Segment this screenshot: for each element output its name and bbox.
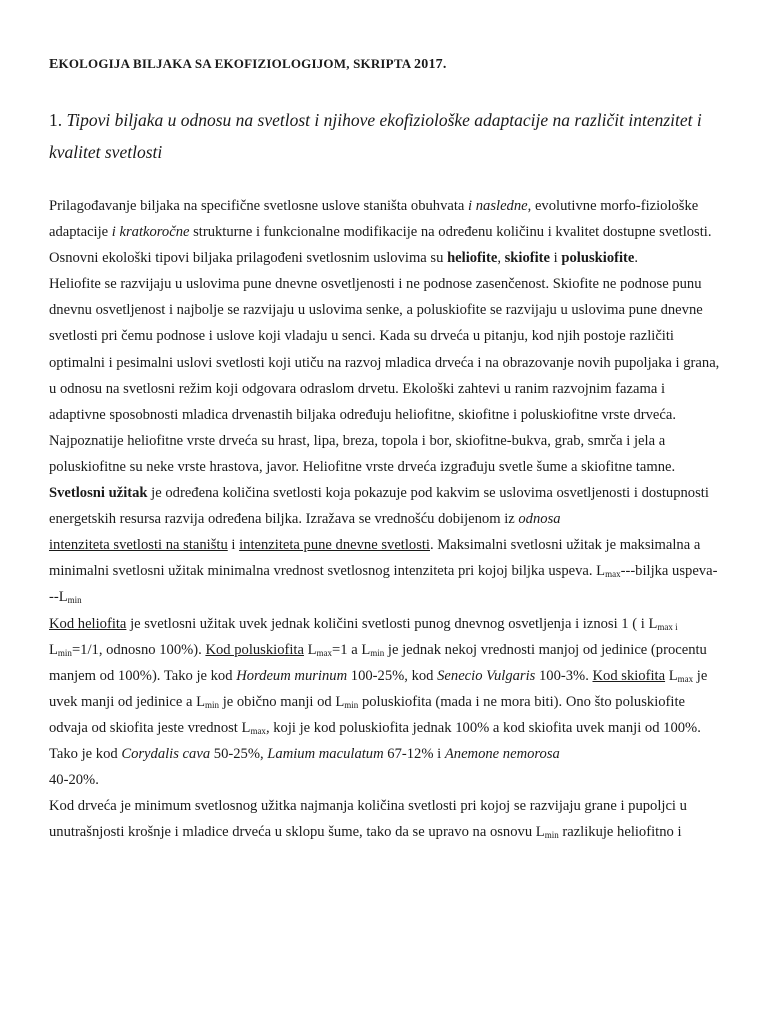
document-header (49, 56, 447, 73)
header-initial: E (49, 57, 59, 72)
section-title: Tipovi biljaka u odnosu na svetlost i njihove ekofiziološke adaptacije na različit intenzitet i kvalitet svetlosti (49, 110, 702, 162)
term-poluskiofite: poluskiofite (561, 250, 635, 267)
header-text: KOLOGIJA BILJAKA SA EKOFIZIOLOGIJOM, SKRIPTA (58, 56, 415, 71)
section-number: 1. (49, 110, 67, 130)
header-year: 2017. (414, 57, 447, 72)
paragraph-kod-dreca: Kod drveća je minimum svetlosnog užitka najmanja količina svetlosti pri kojoj se razvijaju grane i pupoljci u unutrašnjosti krošnje i mladice drveća u sklopu šume, tako da se upravo na osnovu $L_{min}$ razlikuje heliofitno i (49, 798, 687, 841)
paragraph-intro: Prilagođavanje biljaka na specifične svetlosne uslove staništa obuhvata i nasledne, evolutivne morfo-fiziološke adaptacije i kratkoročne strukturne i funkcionalne modifikacije na određenu količinu i kvalitet dostupne svetlosti. Osnovni ekološki tipovi biljaka prilagođeni svetlosnim uslovima su heliofite, skiofite i poluskiofite. (49, 198, 712, 267)
paragraph-kod-heliofita: Kod heliofita je svetlosni užitak uvek jednak količini svetlosti punog dnevnog osvetljenja i iznosi 1 ( i $L_{max i}$ $L_{min}=1/1$, odnosno 100%). Kod poluskiofita $L_{max}=1$ a $L_{min}$ je jednak nekoj vrednosti manjoj od jedinice (procentu manjem od 100%). Tako je kod Hordeum murinum 100-25%, kod Senecio Vulgaris 100-3%. Kod skiofita $L_{max}$ je uvek manji od jedinice a $L_{min}$ je obično manji od $L_{min}$ poluskiofita (mada i ne mora biti). Ono što poluskiofite odvaja od skiofita jeste vrednost $L_{max}$, koji je kod poluskiofita jednak 100% a kod skiofita uvek manji od 100%. Tako je kod Corydalis cava 50-25%, Lamium maculatum 67-12% i Anemone nemorosa 40-20%. (49, 615, 708, 789)
term-svetlosni-uzitak: Svetlosni užitak (49, 485, 148, 502)
term-heliofite: heliofite (447, 250, 498, 267)
section-heading (49, 104, 729, 168)
paragraph-heliofite: Heliofite se razvijaju u uslovima pune dnevne osvetljenosti i ne podnose zasenčenost. Skiofite ne podnose punu dnevnu osvetljenost i najbolje se razvijaju u uslovima senke, a poluskiofite se razvijaju u uslovima pune dnevne svetlosti pri čemu podnose i uslove koji vladaju u senci. Kada su drveća u pitanju, kod njih postoje različiti optimalni i pesimalni uslovi svetlosti koji utiču na razvoj mladica drveća i na obrazovanje novih pupoljaka i grana, u odnosu na svetlosni režim koji odgovara odraslom drvetu. Ekološki zahtevi u ranim razvojnim fazama i adaptivne sposobnosti mladica drvenastih biljaka određuju heliofitne, skiofitne i poluskiofitne vrste drveća. Najpoznatije heliofitne vrste drveća su hrast, lipa, breza, topola i bor, skiofitne-bukva, grab, smrča i jela a poluskiofitne su neke vrste hrastova, javor. Heliofitne vrste drveća izgrađuju svetle šume a skiofitne tamne. (49, 276, 720, 475)
paragraph-svetlosni-uzitak: Svetlosni užitak je određena količina svetlosti koja pokazuje pod kakvim se uslovima osvetljenosti i dostupnosti energetskih resursa razvija određena biljka. Izražava se vrednošću dobijenom iz odnosa intenziteta svetlosti na staništu i intenziteta pune dnevne svetlosti. Maksimalni svetlosni užitak je maksimalna a minimalni svetlosni užitak minimalna vrednost svetlosnog intenziteta pri kojoj biljka uspeva. $L_{max}--$-biljka uspeva-$--L_{min}$ (49, 485, 718, 606)
term-skiofite: skiofite (504, 250, 551, 267)
document-body (49, 193, 721, 845)
